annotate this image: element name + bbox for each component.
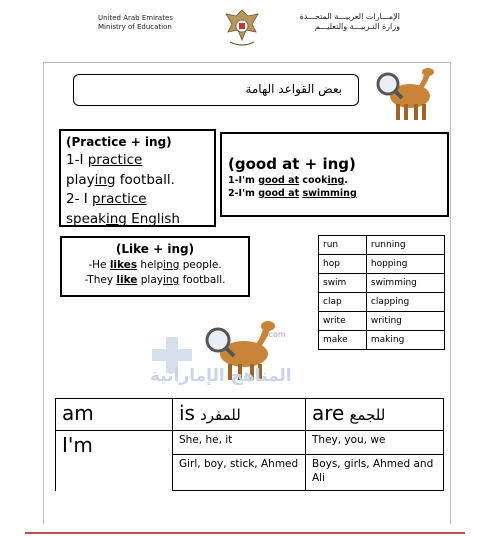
text: -They	[84, 274, 117, 286]
word: swimming	[302, 188, 357, 199]
verb-base: swim	[319, 274, 367, 293]
text: .	[344, 175, 348, 186]
suffix: ing	[163, 259, 180, 271]
verb-ing: running	[366, 236, 444, 255]
text: 1-I	[66, 152, 88, 168]
text: people.	[179, 259, 222, 271]
header-country-ar: الإمـــارات العربيـــة المتحـــدة	[299, 12, 400, 21]
text: English	[126, 210, 180, 227]
verb-ing: hopping	[366, 255, 444, 274]
watermark-text: المناهج الإماراتية	[150, 366, 292, 386]
header-english	[98, 14, 173, 32]
suffix: ing	[327, 175, 345, 186]
practice-line-1	[66, 151, 209, 171]
cell-is-pronouns: She, he, it	[173, 431, 306, 455]
verb: likes	[109, 259, 138, 271]
header-arabic	[290, 12, 400, 32]
header-country: United Arab Emirates	[98, 14, 173, 22]
suffix: ing	[106, 210, 127, 227]
is-arabic-label: للمفرد	[200, 406, 241, 424]
verb-ing: writing	[366, 312, 444, 331]
table-row	[56, 399, 444, 431]
cell-is	[173, 399, 306, 431]
like-box	[60, 236, 250, 297]
are-arabic-label: للجمع	[349, 406, 386, 424]
good-at-line-1	[228, 174, 441, 187]
table-row	[319, 312, 445, 331]
suffix: ing	[94, 171, 116, 188]
text: help	[137, 259, 164, 271]
like-line-2	[66, 273, 244, 288]
be-verb-table	[55, 398, 444, 491]
good-at-line-2	[228, 187, 441, 200]
cell-are-nouns: Boys, girls, Ahmed and Ali	[306, 455, 444, 491]
text: play	[66, 171, 95, 188]
good-at-title: (good at + ing)	[228, 155, 356, 173]
practice-line-4	[66, 210, 209, 230]
uae-emblem-icon	[222, 6, 262, 50]
phrase: good at	[258, 188, 300, 199]
verb: like	[116, 274, 138, 286]
cell-are-pronouns: They, you, we	[306, 431, 444, 455]
practice-title: (Practice + ing)	[66, 135, 172, 149]
verb-ing: swimming	[366, 274, 444, 293]
table-row	[319, 236, 445, 255]
good-at-box	[220, 132, 449, 217]
table-row	[56, 431, 444, 455]
text: 1-I'm	[228, 175, 259, 186]
header-ministry: Ministry of Education	[98, 23, 172, 31]
verb-ing: clapping	[366, 293, 444, 312]
verb-base: write	[319, 312, 367, 331]
verb: practice	[92, 191, 147, 208]
am-text: am	[62, 401, 94, 425]
cell-is-nouns: Girl, boy, stick, Ahmed	[173, 455, 306, 491]
table-row	[319, 274, 445, 293]
text: football.	[179, 274, 226, 286]
title-box	[73, 74, 359, 106]
like-line-1	[66, 258, 244, 273]
practice-line-3	[66, 190, 209, 210]
table-row	[319, 255, 445, 274]
watermark-com: .com	[266, 330, 286, 339]
phrase: good at	[258, 175, 300, 186]
text: 2- I	[66, 191, 93, 208]
verb-ing-table	[318, 235, 445, 350]
is-text: is	[179, 401, 195, 425]
table-row	[319, 331, 445, 350]
practice-line-2	[66, 171, 209, 191]
verb-ing: making	[366, 331, 444, 350]
cell-am	[56, 399, 173, 431]
verb-base: make	[319, 331, 367, 350]
verb: practice	[87, 152, 143, 168]
bottom-rule	[25, 532, 465, 534]
like-title: (Like + ing)	[115, 242, 195, 256]
camel-magnifier-icon	[370, 62, 438, 126]
im-text: I'm	[62, 433, 93, 457]
header-ministry-ar: وزارة التـربيـــة والتعليـــم	[314, 22, 400, 31]
text: cook	[299, 175, 328, 186]
suffix: ing	[162, 274, 180, 286]
verb-base: hop	[319, 255, 367, 274]
text: 2-I'm	[228, 188, 259, 199]
cell-im	[56, 431, 173, 491]
text: football.	[115, 171, 175, 188]
verb-base: run	[319, 236, 367, 255]
text: play	[137, 274, 163, 286]
verb-base: clap	[319, 293, 367, 312]
text: speak	[66, 210, 106, 227]
practice-box	[59, 129, 216, 227]
cell-are	[306, 399, 444, 431]
table-row	[319, 293, 445, 312]
are-text: are	[312, 401, 345, 425]
text: -He	[88, 259, 110, 271]
page-title: بعض القواعد الهامة	[245, 82, 342, 96]
